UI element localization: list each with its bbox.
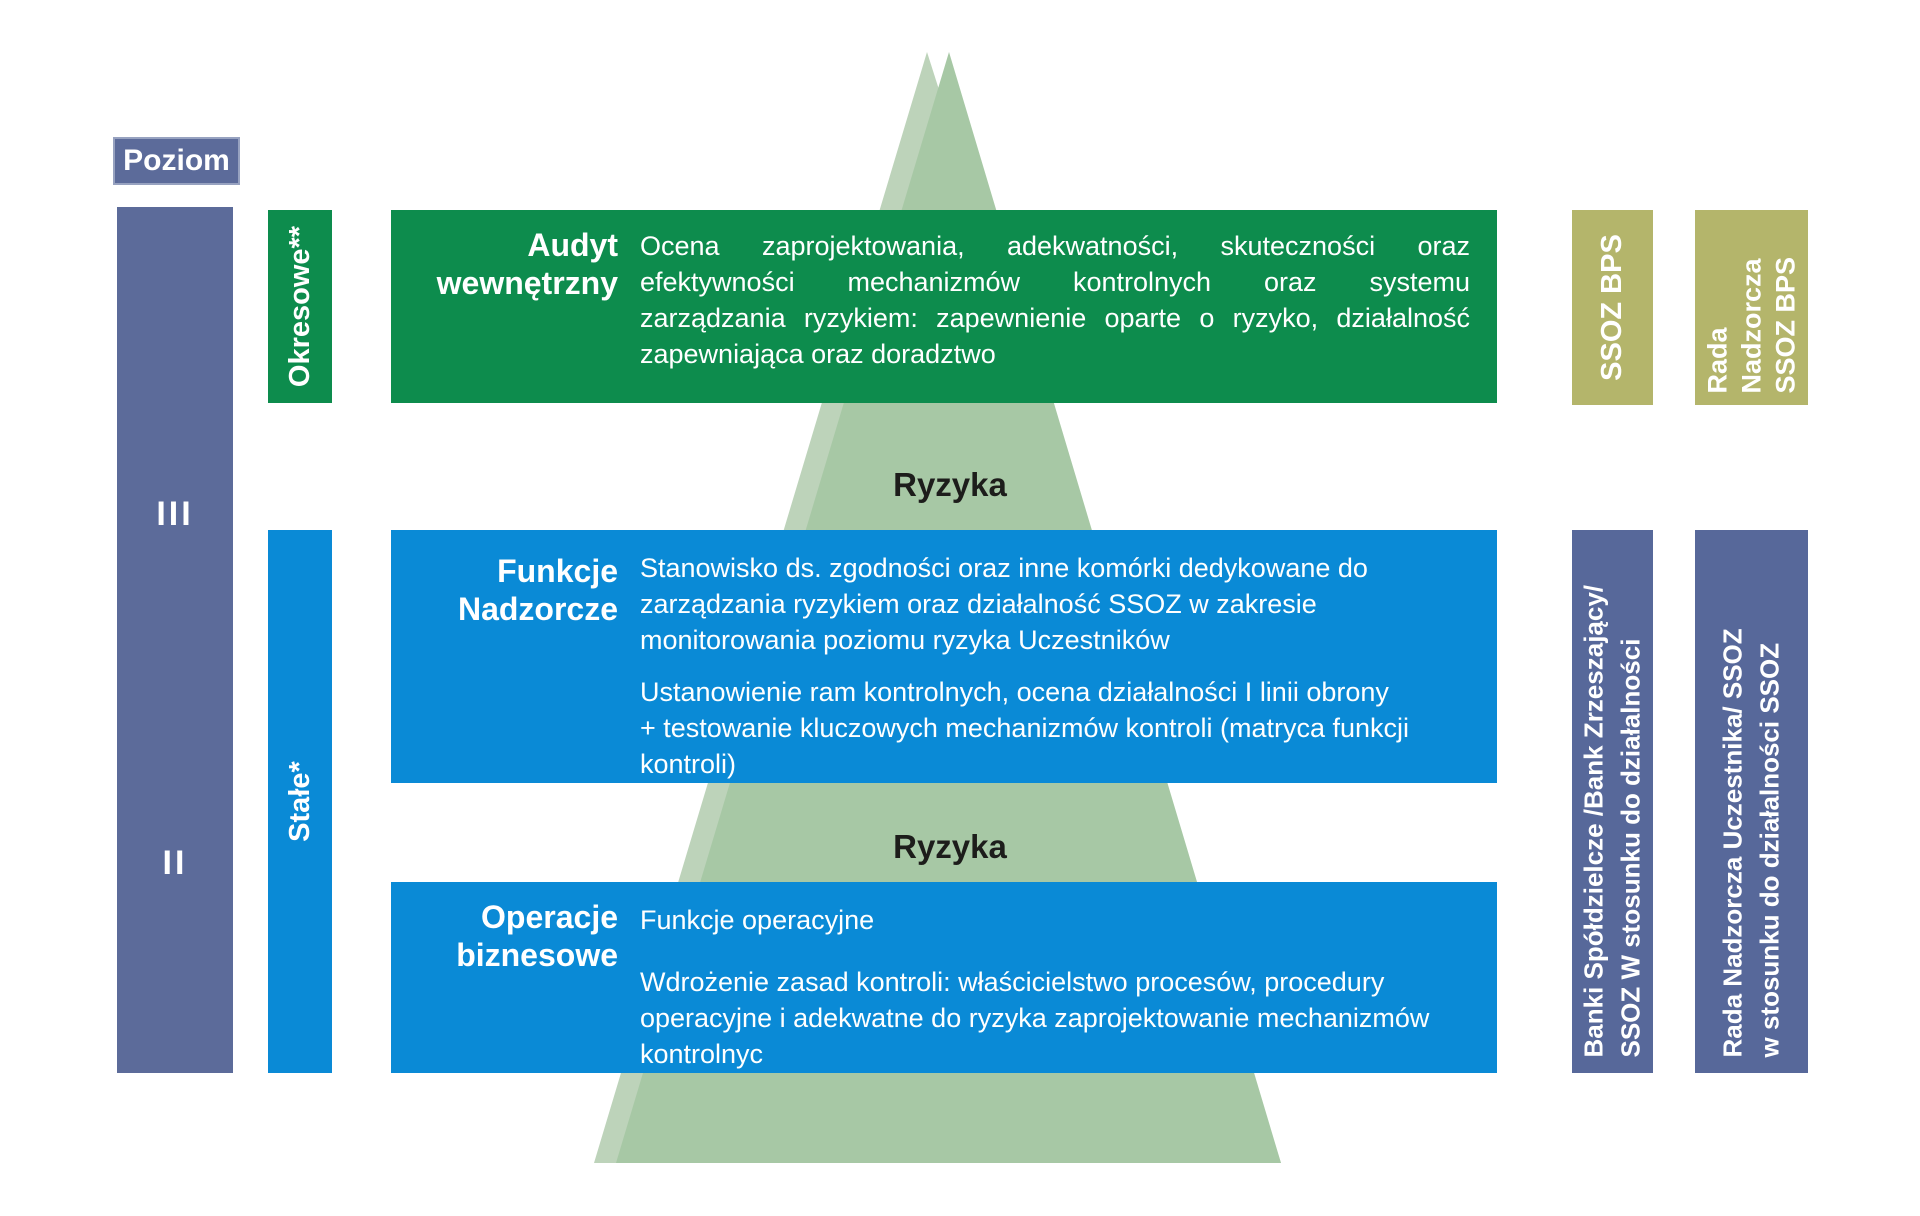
banki-spoldzielcze-label: Banki Spółdzielcze /Bank Zrzeszający/ SSOZ W stosunku do działalności <box>1578 584 1646 1057</box>
audit-bar <box>391 210 1497 403</box>
audit-title: Audyt wewnętrzny <box>436 227 618 301</box>
operations-bar <box>391 882 1497 1073</box>
supervisory-bar <box>391 530 1497 783</box>
banki-spoldzielcze-bar <box>1572 530 1653 1073</box>
poziom-label-box <box>113 137 240 185</box>
supervisory-description: Stanowisko ds. zgodności oraz inne komórki dedykowane do zarządzania ryzykiem oraz działalność SSOZ w zakresie monitorowania poziomu ryzyka Uczestników Ustanowienie ram kontrolnych, ocena działalności I linii obrony + testowanie kluczowych mechanizmów kontroli (matryca funkcji kontroli) <box>640 553 1410 779</box>
risk-label-bottom: Ryzyka <box>893 828 1007 865</box>
ssoz-bps-bar <box>1572 210 1653 405</box>
level-ii: II <box>162 844 188 882</box>
supervisory-title: Funkcje Nadzorcze <box>457 553 618 627</box>
level-iii: III <box>156 495 194 533</box>
poziom-label: Poziom <box>123 144 230 177</box>
operations-title: Operacje biznesowe <box>456 899 618 973</box>
rada-nadzorcza-uczestnika-bar <box>1695 530 1808 1073</box>
audit-description: Ocena zaprojektowania, adekwatności, skuteczności oraz efektywności mechanizmów kontrolnych oraz systemu zarządzania ryzykiem: zapewnienie oparte o ryzyko, działalność zapewniająca oraz doradztwo <box>640 231 1470 369</box>
stale-tag-bar <box>268 530 332 1073</box>
okresowe-tag-bar <box>268 210 332 403</box>
rada-nadzorcza-ssoz-bps-bar <box>1695 210 1808 405</box>
rada-nadzorcza-uczestnika-label: Rada Nadzorcza Uczestnika/ SSOZ w stosunku do działalności SSOZ <box>1717 627 1785 1057</box>
ssoz-bps-label: SSOZ BPS <box>1596 234 1628 381</box>
levels-bar <box>117 207 233 1202</box>
risk-label-top: Ryzyka <box>893 466 1007 503</box>
okresowe-label: Okresowe** <box>283 225 316 388</box>
rada-nadzorcza-ssoz-bps-label: Rada Nadzorcza SSOZ BPS <box>1702 256 1801 393</box>
level-i: I <box>168 1164 182 1202</box>
operations-description: Funkcje operacyjne Wdrożenie zasad kontroli: właścicielstwo procesów, procedury operacyjne i adekwatne do ryzyka zaprojektowanie mechanizmów kontrolnyc <box>640 905 1430 1069</box>
stale-label: Stałe* <box>283 761 316 842</box>
